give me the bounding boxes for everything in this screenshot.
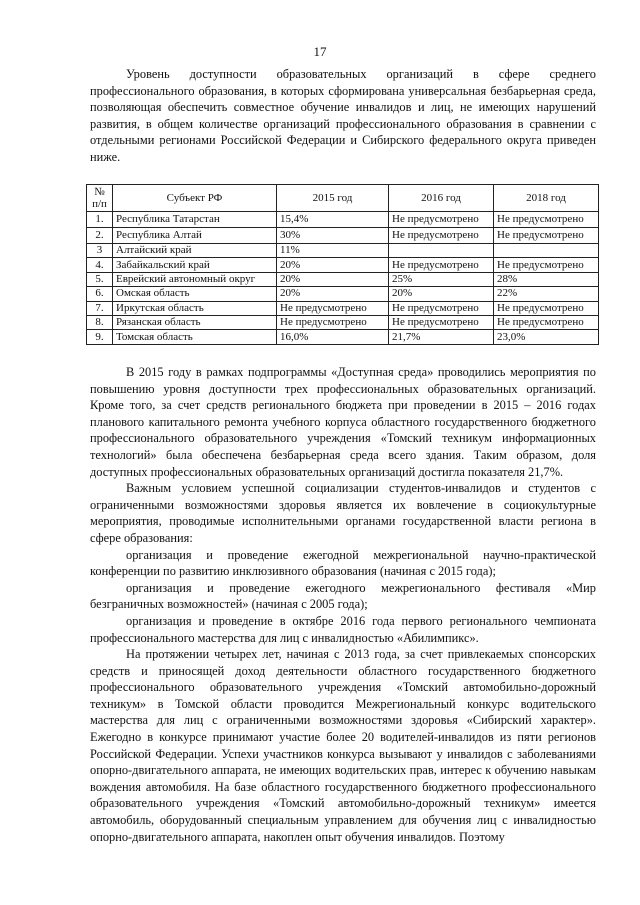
cell-2015: 16,0% bbox=[277, 330, 389, 344]
table-header-row bbox=[87, 185, 599, 212]
header-2016: 2016 год bbox=[389, 185, 494, 212]
header-subject: Субъект РФ bbox=[113, 185, 277, 212]
header-2018: 2018 год bbox=[494, 185, 599, 212]
cell-2015: 11% bbox=[277, 244, 389, 258]
cell-2015: Не предусмотрено bbox=[277, 301, 389, 315]
cell-subject: Алтайский край bbox=[113, 244, 277, 258]
cell-2016 bbox=[389, 244, 494, 258]
cell-2016: Не предусмотрено bbox=[389, 315, 494, 329]
cell-number: 3 bbox=[87, 244, 113, 258]
intro-paragraph: Уровень доступности образовательных организаций в сфере среднего профессионального образования, в которых сформирована универсальная безбарьерная среда, позволяющая обеспечить совместное обучение инвалидов и лиц, не имеющих нарушений развития, в общем количестве организаций профессионального образования в сравнении с отдельными регионами Российской Федерации и Сибирского федерального округа приведен ниже. bbox=[90, 67, 596, 164]
cell-2016: 25% bbox=[389, 272, 494, 286]
paragraph-socialization: Важным условием успешной социализации студентов-инвалидов и студентов с ограниченными возможностями здоровья является их вовлечение в социокультурные мероприятия, проводимые исполнительными органами государственной власти региона в сфере образования: bbox=[90, 481, 596, 545]
cell-number: 9. bbox=[87, 330, 113, 344]
cell-number: 2. bbox=[87, 228, 113, 244]
cell-2018: 23,0% bbox=[494, 330, 599, 344]
cell-2016: Не предусмотрено bbox=[389, 228, 494, 244]
cell-2018: Не предусмотрено bbox=[494, 315, 599, 329]
cell-2018: Не предусмотрено bbox=[494, 258, 599, 272]
table-row bbox=[87, 272, 599, 286]
cell-number: 1. bbox=[87, 212, 113, 228]
list-item-festival: организация и проведение ежегодного межрегионального фестиваля «Мир безграничных возможностей» (начиная с 2005 года); bbox=[90, 580, 596, 612]
table-row bbox=[87, 244, 599, 258]
accessibility-table bbox=[86, 184, 599, 345]
page-number: 17 bbox=[313, 44, 327, 59]
header-number: № п/п bbox=[87, 185, 113, 212]
cell-2016: 20% bbox=[389, 287, 494, 301]
cell-2016: 21,7% bbox=[389, 330, 494, 344]
cell-2015: 30% bbox=[277, 228, 389, 244]
list-item-abilympics: организация и проведение в октябре 2016 года первого регионального чемпионата профессионального мастерства для лиц с инвалидностью «Абилимпикс». bbox=[90, 613, 596, 645]
cell-subject: Иркутская область bbox=[113, 301, 277, 315]
cell-subject: Республика Татарстан bbox=[113, 212, 277, 228]
cell-2018: Не предусмотрено bbox=[494, 228, 599, 244]
table-row bbox=[87, 330, 599, 344]
cell-number: 8. bbox=[87, 315, 113, 329]
cell-2018: Не предусмотрено bbox=[494, 301, 599, 315]
cell-2015: 20% bbox=[277, 272, 389, 286]
list-item-conference: организация и проведение ежегодной межрегиональной научно-практической конференции по развитию инклюзивного образования (начиная с 2015 года); bbox=[90, 547, 596, 579]
table-row bbox=[87, 287, 599, 301]
cell-2018: 28% bbox=[494, 272, 599, 286]
cell-number: 6. bbox=[87, 287, 113, 301]
cell-2018: Не предусмотрено bbox=[494, 212, 599, 228]
cell-2018 bbox=[494, 244, 599, 258]
cell-2015: Не предусмотрено bbox=[277, 315, 389, 329]
cell-2015: 15,4% bbox=[277, 212, 389, 228]
header-2015: 2015 год bbox=[277, 185, 389, 212]
cell-number: 7. bbox=[87, 301, 113, 315]
table-row bbox=[87, 258, 599, 272]
cell-2016: Не предусмотрено bbox=[389, 212, 494, 228]
cell-subject: Рязанская область bbox=[113, 315, 277, 329]
paragraph-driving-contest: На протяжении четырех лет, начиная с 2013 года, за счет привлекаемых спонсорских средств и приносящей доход деятельности областного государственного бюджетного профессионального образовательного учреждения «Томский автомобильно-дорожный техникум» в Томской области проводится Межрегиональный конкурс водительского мастерства для лиц с ограниченными возможностями здоровья «Сибирский характер». Ежегодно в конкурсе принимают участие более 20 водителей-инвалидов из пяти регионов Российской Федерации. Успехи участников конкурса вызывают у инвалидов с заболеваниями опорно-двигательного аппарата, не имеющих водительских прав, интерес к обучению навыкам вождения автомобиля. На базе областного государственного бюджетного профессионального образовательного учреждения «Томский автомобильно-дорожный техникум» имеется автомобиль, оборудованный специальным управлением для обучения лиц с инвалидностью опорно-двигательного аппарата, накоплен опыт обучения инвалидов. Поэтому bbox=[90, 647, 596, 844]
cell-number: 5. bbox=[87, 272, 113, 286]
cell-2015: 20% bbox=[277, 258, 389, 272]
cell-subject: Забайкальский край bbox=[113, 258, 277, 272]
cell-2018: 22% bbox=[494, 287, 599, 301]
cell-subject: Еврейский автономный округ bbox=[113, 272, 277, 286]
table-row bbox=[87, 212, 599, 228]
cell-number: 4. bbox=[87, 258, 113, 272]
cell-2015: 20% bbox=[277, 287, 389, 301]
table-row bbox=[87, 315, 599, 329]
table-row bbox=[87, 301, 599, 315]
table-row bbox=[87, 228, 599, 244]
cell-subject: Омская область bbox=[113, 287, 277, 301]
cell-subject: Республика Алтай bbox=[113, 228, 277, 244]
cell-subject: Томская область bbox=[113, 330, 277, 344]
paragraph-accessible-environment: В 2015 году в рамках подпрограммы «Доступная среда» проводились мероприятия по повышению уровня доступности трех профессиональных образовательных организаций. Кроме того, за счет средств регионального бюджета при проведении в 2015 – 2016 годах планового капитального ремонта учебного корпуса областного государственного бюджетного профессионального образовательного учреждения «Томский техникум информационных технологий» была обеспечена безбарьерная среда всего здания. Таким образом, доля доступных профессиональных образовательных организаций достигла показателя 21,7%. bbox=[90, 365, 596, 479]
cell-2016: Не предусмотрено bbox=[389, 301, 494, 315]
cell-2016: Не предусмотрено bbox=[389, 258, 494, 272]
